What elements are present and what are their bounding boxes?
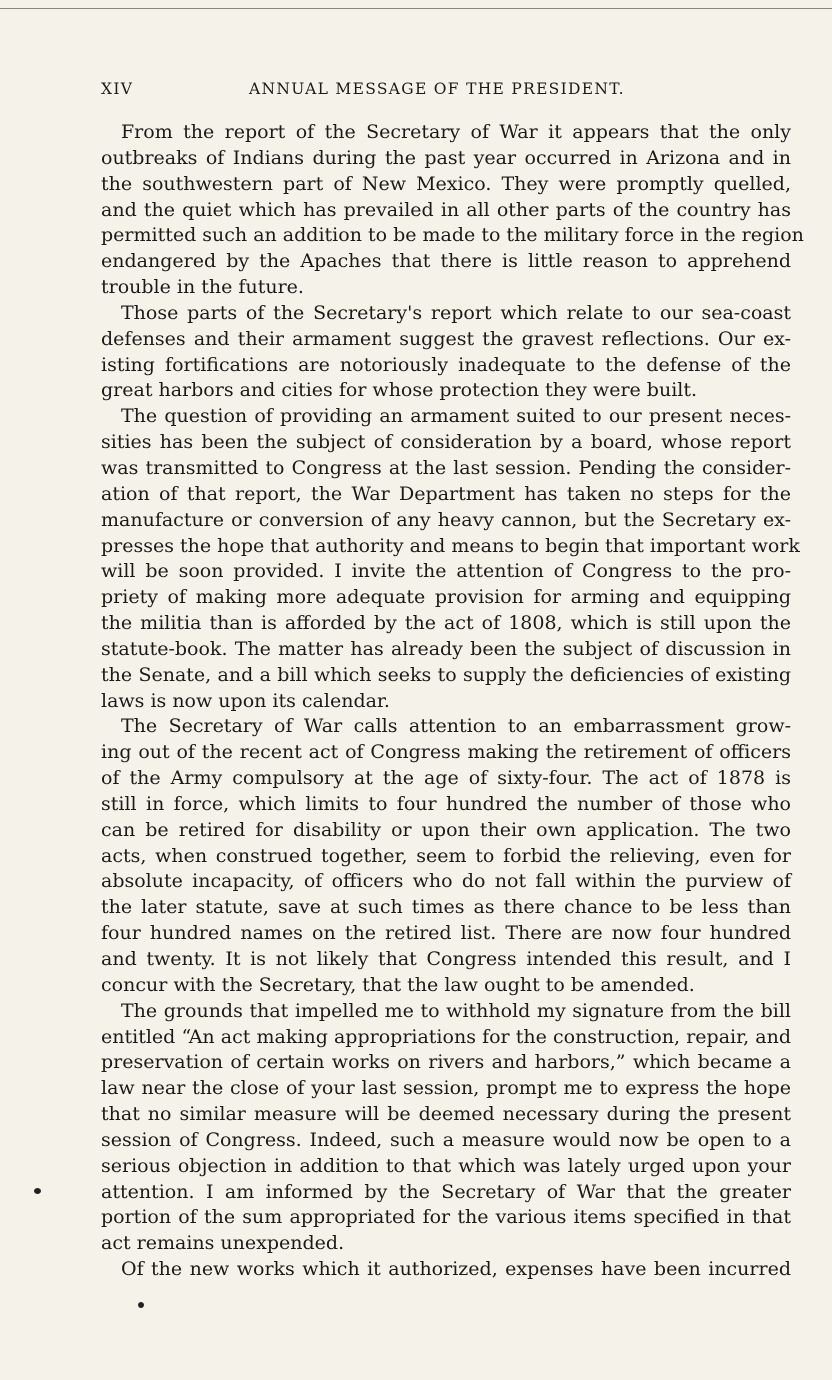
text-line: endangered by the Apaches that there is little reason to apprehend	[101, 250, 791, 273]
text-line: that no similar measure will be deemed necessary during the present	[101, 1103, 791, 1126]
text-line: The Secretary of War calls attention to an embarrassment grow-	[121, 715, 791, 738]
text-line: defenses and their armament suggest the gravest reflections. Our ex-	[101, 327, 791, 350]
text-line: The question of providing an armament suited to our present neces-	[121, 405, 791, 428]
text-line: Of the new works which it authorized, expenses have been incurred	[121, 1258, 791, 1281]
text-line: portion of the sum appropriated for the various items specified in that	[101, 1206, 791, 1229]
text-line: serious objection in addition to that which was lately urged upon your	[101, 1154, 791, 1177]
ink-speck	[138, 1302, 144, 1308]
text-line: was transmitted to Congress at the last session. Pending the consider-	[101, 456, 791, 479]
text-line: great harbors and cities for whose protection they were built.	[101, 379, 698, 402]
text-line: ing out of the recent act of Congress making the retirement of officers	[101, 741, 791, 764]
text-line: the later statute, save at such times as there chance to be less than	[101, 896, 791, 919]
text-line: act remains unexpended.	[101, 1232, 345, 1255]
text-line: concur with the Secretary, that the law ought to be amended.	[101, 973, 695, 996]
text-line: law near the close of your last session, prompt me to express the hope	[101, 1077, 791, 1100]
body-text	[101, 120, 804, 1283]
paragraph	[101, 1257, 791, 1283]
top-border-rule	[0, 8, 832, 9]
text-line: The grounds that impelled me to withhold my signature from the bill	[121, 999, 791, 1022]
text-line: statute-book. The matter has already been the subject of discussion in	[101, 637, 791, 660]
text-line: ation of that report, the War Department has taken no steps for the	[101, 482, 791, 505]
text-line: attention. I am informed by the Secretary of War that the greater	[101, 1180, 791, 1203]
paragraph	[101, 999, 791, 1257]
text-line: entitled “An act making appropriations for the construction, repair, and	[101, 1025, 791, 1048]
text-line: session of Congress. Indeed, such a measure would now be open to a	[101, 1128, 791, 1151]
text-line: permitted such an addition to be made to the military force in the region	[101, 224, 804, 247]
paragraph	[101, 714, 791, 998]
text-line: manufacture or conversion of any heavy cannon, but the Secretary ex-	[101, 508, 791, 531]
text-line: acts, when construed together, seem to forbid the relieving, even for	[101, 844, 791, 867]
text-line: priety of making more adequate provision for arming and equipping	[101, 586, 791, 609]
text-line: and the quiet which has prevailed in all other parts of the country has	[101, 198, 791, 221]
text-line: can be retired for disability or upon their own application. The two	[101, 818, 791, 841]
text-line: From the report of the Secretary of War it appears that the only	[121, 121, 791, 143]
text-line: sities has been the subject of consideration by a board, whose report	[101, 431, 791, 454]
text-line: isting fortifications are notoriously inadequate to the defense of the	[101, 353, 791, 376]
text-line: the Senate, and a bill which seeks to supply the deficiencies of existing	[101, 663, 791, 686]
text-line: presses the hope that authority and means to begin that important work	[101, 534, 800, 557]
text-line: and twenty. It is not likely that Congress intended this result, and I	[101, 948, 791, 970]
text-line: absolute incapacity, of officers who do not fall within the purview of	[101, 870, 791, 893]
text-line: trouble in the future.	[101, 276, 304, 299]
text-line: will be soon provided. I invite the attention of Congress to the pro-	[101, 560, 791, 583]
ink-speck	[34, 1188, 41, 1194]
text-line: outbreaks of Indians during the past year occurred in Arizona and in	[101, 146, 791, 169]
paragraph	[101, 301, 791, 404]
text-line: laws is now upon its calendar.	[101, 689, 390, 712]
paragraph	[101, 120, 804, 301]
text-line: preservation of certain works on rivers and harbors,” which became a	[101, 1051, 791, 1074]
page-number: XIV	[101, 80, 134, 98]
text-line: four hundred names on the retired list. There are now four hundred	[101, 922, 791, 945]
text-line: the militia than is afforded by the act of 1808, which is still upon the	[101, 612, 791, 635]
paragraph	[101, 404, 800, 714]
page-header	[101, 80, 791, 100]
text-line: the southwestern part of New Mexico. They were promptly quelled,	[101, 172, 791, 195]
text-line: still in force, which limits to four hundred the number of those who	[101, 792, 791, 815]
text-line: of the Army compulsory at the age of sixty-four. The act of 1878 is	[101, 767, 791, 790]
running-title: ANNUAL MESSAGE OF THE PRESIDENT.	[249, 80, 625, 98]
text-line: Those parts of the Secretary's report which relate to our sea-coast	[121, 301, 791, 324]
